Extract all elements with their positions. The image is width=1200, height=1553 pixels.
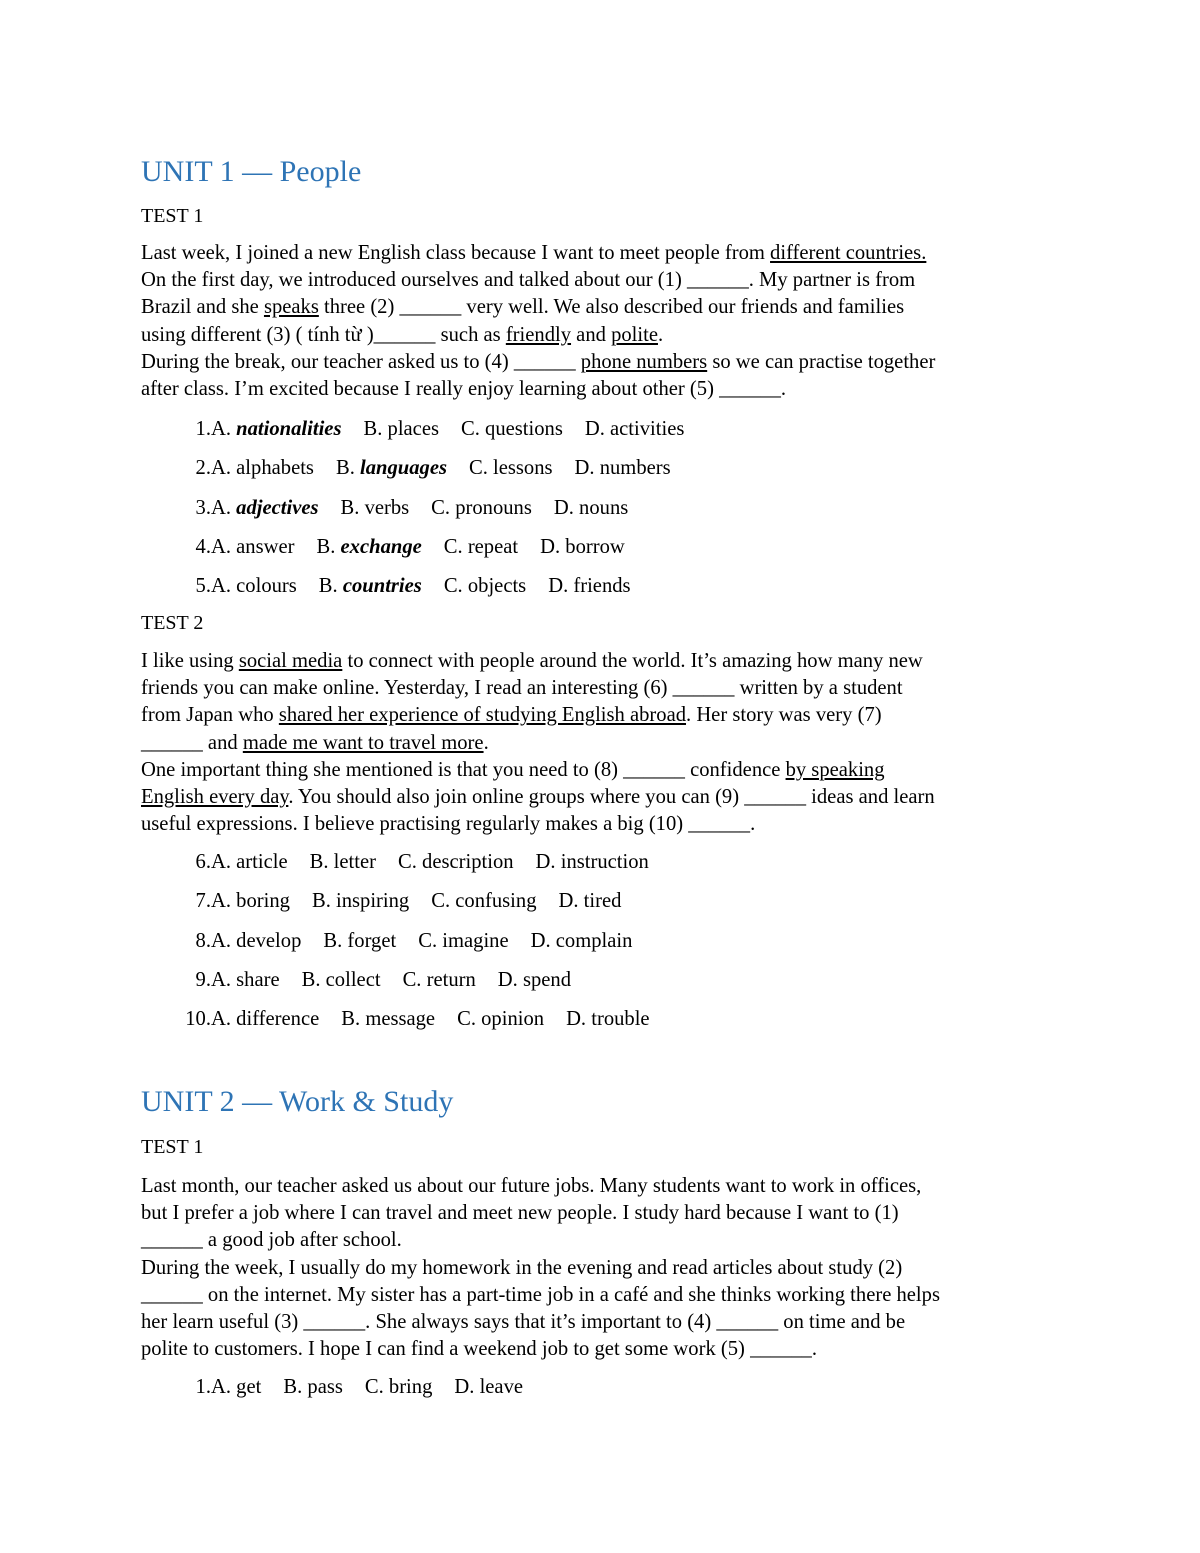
option-word: opinion bbox=[481, 1008, 545, 1031]
answer-option bbox=[211, 534, 295, 560]
answer-option bbox=[211, 1006, 319, 1032]
answer-option bbox=[365, 1374, 433, 1400]
option-letter: D. bbox=[574, 457, 600, 480]
answer-option bbox=[312, 888, 409, 914]
text-run: but I prefer a job where I can travel and meet new people. I study hard because I want to (1) bbox=[141, 1202, 899, 1225]
option-letter: C. bbox=[431, 890, 456, 913]
option-letter: B. bbox=[301, 968, 326, 991]
answer-option bbox=[548, 573, 630, 599]
passage-line bbox=[141, 349, 1061, 376]
option-word: letter bbox=[333, 851, 376, 873]
option-list bbox=[211, 573, 653, 599]
answer-option bbox=[418, 928, 508, 954]
option-word: return bbox=[426, 968, 476, 991]
option-word: leave bbox=[479, 1376, 524, 1398]
answer-option bbox=[536, 849, 649, 875]
option-letter: C. bbox=[418, 929, 443, 952]
answer-option bbox=[444, 573, 526, 599]
passage-line bbox=[141, 784, 1061, 811]
option-letter: D. bbox=[454, 1376, 480, 1398]
option-list bbox=[211, 928, 654, 954]
unit2-test1-passage bbox=[141, 1173, 1061, 1363]
text-run: polite to customers. I hope I can find a weekend job to get some work (5) ______. bbox=[141, 1338, 817, 1361]
answer-option bbox=[310, 849, 376, 875]
unit2-title: UNIT 2 — Work & Study bbox=[141, 1085, 454, 1118]
text-run: During the week, I usually do my homework in the evening and read articles about study (2) bbox=[141, 1256, 903, 1279]
answer-option bbox=[454, 1374, 523, 1400]
answer-option bbox=[575, 455, 671, 481]
option-word: develop bbox=[236, 929, 302, 952]
text-run: On the first day, we introduced ourselves and talked about our (1) ______. My partner is from bbox=[141, 269, 916, 292]
answer-option bbox=[211, 573, 297, 599]
option-word: activities bbox=[610, 418, 685, 440]
answer-option bbox=[211, 849, 288, 875]
underlined-phrase: phone numbers bbox=[580, 350, 708, 373]
option-word: alphabets bbox=[236, 457, 314, 480]
underlined-phrase: by speaking bbox=[785, 758, 885, 781]
text-run: useful expressions. I believe practising regularly makes a big (10) ______. bbox=[141, 813, 756, 836]
passage-line bbox=[141, 648, 1061, 675]
option-list bbox=[211, 849, 671, 875]
passage-line bbox=[141, 294, 1061, 321]
text-run: Last month, our teacher asked us about our future jobs. Many students want to work in offices, bbox=[141, 1175, 922, 1197]
option-word: collect bbox=[325, 968, 381, 991]
answer-option bbox=[559, 888, 622, 914]
option-letter: D. bbox=[558, 890, 584, 913]
text-run: her learn useful (3) ______. She always says that it’s important to (4) ______ on time and be bbox=[141, 1310, 906, 1333]
option-word: bring bbox=[388, 1376, 433, 1398]
option-list bbox=[211, 416, 706, 442]
option-letter: B. bbox=[318, 575, 343, 598]
option-letter: C. bbox=[468, 457, 494, 480]
text-run: using different (3) ( tính từ )______ such as bbox=[141, 323, 506, 346]
option-word: tired bbox=[583, 890, 622, 913]
answer-option bbox=[461, 416, 563, 442]
passage-line bbox=[141, 1227, 1061, 1254]
option-letter: D. bbox=[530, 929, 556, 952]
option-letter: B. bbox=[311, 890, 336, 913]
option-letter: B. bbox=[323, 929, 348, 952]
answer-option bbox=[319, 573, 422, 599]
option-letter: A. bbox=[211, 535, 237, 558]
option-letter: B. bbox=[335, 457, 360, 480]
text-run: Last week, I joined a new English class because I want to meet people from bbox=[141, 242, 771, 264]
option-letter: B. bbox=[340, 496, 365, 519]
option-word: borrow bbox=[565, 535, 625, 558]
option-word: verbs bbox=[364, 496, 410, 519]
answer-option bbox=[341, 495, 410, 521]
option-letter: A. bbox=[211, 496, 237, 519]
answer-option bbox=[363, 416, 439, 442]
option-letter: B. bbox=[341, 1008, 366, 1031]
underlined-phrase: social media bbox=[238, 650, 343, 672]
option-word: instruction bbox=[560, 851, 649, 873]
underlined-phrase: friendly bbox=[505, 323, 572, 346]
option-letter: A. bbox=[211, 890, 237, 913]
underlined-phrase: made me want to travel more bbox=[242, 731, 484, 754]
answer-option bbox=[302, 967, 381, 993]
passage-line bbox=[141, 702, 1061, 729]
option-letter: A. bbox=[211, 575, 237, 598]
underlined-phrase: English every day bbox=[141, 785, 289, 808]
text-run: . bbox=[483, 731, 489, 754]
underlined-phrase: shared her experience of studying English abroad bbox=[278, 704, 687, 727]
passage-line bbox=[141, 1309, 1061, 1336]
text-run: ______ a good job after school. bbox=[141, 1229, 402, 1252]
option-word: pass bbox=[307, 1376, 343, 1398]
passage-line bbox=[141, 1336, 1061, 1363]
answer-option bbox=[540, 534, 625, 560]
option-letter: B. bbox=[316, 535, 341, 558]
option-letter: C. bbox=[431, 496, 456, 519]
option-list bbox=[211, 888, 643, 914]
unit1-test2-passage bbox=[141, 648, 1061, 838]
option-list bbox=[211, 534, 647, 560]
answer-option bbox=[554, 495, 628, 521]
option-word: inspiring bbox=[336, 890, 410, 913]
option-letter: C. bbox=[402, 968, 427, 991]
answer-option bbox=[211, 495, 319, 521]
passage-line bbox=[141, 322, 1061, 349]
correct-answer-word: countries bbox=[342, 575, 422, 598]
answer-option bbox=[444, 534, 518, 560]
option-word: message bbox=[365, 1008, 436, 1031]
answer-option bbox=[211, 416, 341, 442]
option-word: lessons bbox=[493, 457, 553, 480]
option-word: forget bbox=[347, 929, 397, 952]
option-word: numbers bbox=[599, 457, 671, 480]
option-word: boring bbox=[236, 890, 290, 913]
option-letter: C. bbox=[460, 418, 486, 440]
passage-line bbox=[141, 811, 1061, 838]
question-number: 3. bbox=[195, 496, 211, 519]
option-word: confusing bbox=[455, 890, 537, 913]
text-run: from Japan who bbox=[141, 704, 279, 727]
option-letter: C. bbox=[364, 1376, 389, 1398]
unit1-title: UNIT 1 — People bbox=[141, 155, 362, 188]
correct-answer-word: adjectives bbox=[236, 496, 319, 519]
text-run: ______ and bbox=[141, 731, 243, 754]
unit1-test1-label: TEST 1 bbox=[141, 205, 204, 227]
option-word: trouble bbox=[591, 1008, 650, 1031]
answer-option bbox=[211, 967, 280, 993]
option-letter: D. bbox=[553, 496, 580, 519]
text-run: so we can practise together bbox=[707, 350, 936, 373]
question-number: 9. bbox=[195, 968, 211, 991]
option-word: colours bbox=[236, 575, 297, 598]
option-word: questions bbox=[485, 418, 563, 440]
answer-option bbox=[211, 455, 314, 481]
option-letter: A. bbox=[211, 1008, 237, 1031]
option-letter: D. bbox=[540, 535, 566, 558]
option-letter: A. bbox=[211, 929, 237, 952]
option-list bbox=[211, 967, 593, 993]
option-letter: B. bbox=[283, 1376, 308, 1398]
option-letter: C. bbox=[457, 1008, 482, 1031]
option-letter: C. bbox=[397, 851, 423, 873]
correct-answer-word: exchange bbox=[340, 535, 422, 558]
passage-line bbox=[141, 1282, 1061, 1309]
option-word: article bbox=[236, 851, 288, 873]
answer-option bbox=[283, 1374, 343, 1400]
option-letter: B. bbox=[363, 418, 388, 440]
option-letter: A. bbox=[211, 1376, 237, 1398]
option-letter: D. bbox=[584, 418, 611, 440]
answer-option bbox=[531, 928, 633, 954]
unit1-test1-passage bbox=[141, 240, 1061, 403]
passage-line bbox=[141, 757, 1061, 784]
option-list bbox=[211, 455, 693, 481]
answer-option bbox=[398, 849, 514, 875]
unit2-test1-label: TEST 1 bbox=[141, 1136, 204, 1158]
option-word: get bbox=[236, 1376, 262, 1398]
answer-option bbox=[317, 534, 422, 560]
correct-answer-word: languages bbox=[360, 457, 447, 480]
option-word: nouns bbox=[579, 496, 629, 519]
option-letter: A. bbox=[211, 851, 237, 873]
option-word: description bbox=[422, 851, 514, 873]
answer-option bbox=[211, 1374, 261, 1400]
option-list bbox=[211, 1006, 672, 1032]
passage-line bbox=[141, 1200, 1061, 1227]
option-word: difference bbox=[236, 1008, 320, 1031]
answer-option bbox=[403, 967, 476, 993]
answer-option bbox=[431, 495, 532, 521]
option-letter: C. bbox=[443, 575, 468, 598]
correct-answer-word: nationalities bbox=[236, 418, 342, 440]
question-number: 4. bbox=[195, 535, 211, 558]
text-run: One important thing she mentioned is that you need to (8) ______ confidence bbox=[141, 758, 786, 781]
question-number: 6. bbox=[195, 851, 211, 873]
question-number: 7. bbox=[195, 890, 211, 913]
question-number: 2. bbox=[195, 457, 211, 480]
text-run: friends you can make online. Yesterday, I read an interesting (6) ______ written by a student bbox=[141, 677, 903, 700]
question-number: 1. bbox=[195, 418, 211, 440]
text-run: ______ on the internet. My sister has a part-time job in a café and she thinks working there helps bbox=[141, 1283, 940, 1306]
answer-option bbox=[457, 1006, 544, 1032]
answer-option bbox=[469, 455, 553, 481]
option-word: imagine bbox=[442, 929, 509, 952]
underlined-phrase: speaks bbox=[263, 296, 319, 319]
answer-option bbox=[341, 1006, 435, 1032]
text-run: During the break, our teacher asked us to (4) ______ bbox=[141, 350, 581, 373]
answer-option bbox=[211, 928, 301, 954]
text-run: to connect with people around the world. It’s amazing how many new bbox=[342, 650, 923, 672]
answer-option bbox=[498, 967, 571, 993]
option-letter: B. bbox=[309, 851, 334, 873]
answer-option bbox=[585, 416, 685, 442]
passage-line bbox=[141, 675, 1061, 702]
question-number: 10. bbox=[185, 1008, 211, 1031]
option-list bbox=[211, 495, 650, 521]
passage-line bbox=[141, 376, 1061, 403]
passage-line bbox=[141, 1255, 1061, 1282]
question-number: 1. bbox=[195, 1376, 211, 1398]
unit1-test2-label: TEST 2 bbox=[141, 612, 204, 634]
option-word: complain bbox=[555, 929, 633, 952]
answer-option bbox=[431, 888, 536, 914]
option-word: repeat bbox=[467, 535, 519, 558]
underlined-phrase: polite bbox=[611, 323, 658, 346]
text-run: and bbox=[571, 323, 612, 346]
answer-option bbox=[211, 888, 290, 914]
answer-option bbox=[566, 1006, 650, 1032]
option-word: share bbox=[236, 968, 280, 991]
text-run: . You should also join online groups where you can (9) ______ ideas and learn bbox=[288, 785, 935, 808]
answer-option bbox=[336, 455, 447, 481]
option-letter: D. bbox=[566, 1008, 592, 1031]
text-run: three (2) ______ very well. We also described our friends and families bbox=[318, 296, 905, 319]
text-run: I like using bbox=[141, 650, 239, 672]
question-number: 8. bbox=[195, 929, 211, 952]
option-letter: D. bbox=[548, 575, 574, 598]
underlined-phrase: different countries. bbox=[770, 242, 927, 264]
passage-line bbox=[141, 267, 1061, 294]
option-list bbox=[211, 1374, 545, 1400]
option-letter: A. bbox=[211, 968, 237, 991]
text-run: after class. I’m excited because I really enjoy learning about other (5) ______. bbox=[141, 377, 787, 400]
option-letter: A. bbox=[211, 457, 237, 480]
option-letter: A. bbox=[211, 418, 237, 440]
question-number: 5. bbox=[195, 575, 211, 598]
option-letter: D. bbox=[535, 851, 561, 873]
option-word: places bbox=[387, 418, 439, 440]
passage-line bbox=[141, 1173, 1061, 1200]
option-word: objects bbox=[467, 575, 527, 598]
text-run: . Her story was very (7) bbox=[686, 704, 882, 727]
option-letter: C. bbox=[443, 535, 468, 558]
answer-option bbox=[323, 928, 396, 954]
passage-line bbox=[141, 730, 1061, 757]
text-run: . bbox=[657, 323, 664, 346]
option-word: pronouns bbox=[455, 496, 532, 519]
passage-line bbox=[141, 240, 1061, 267]
option-word: spend bbox=[522, 968, 571, 991]
option-word: friends bbox=[573, 575, 631, 598]
option-letter: D. bbox=[497, 968, 523, 991]
option-word: answer bbox=[236, 535, 295, 558]
text-run: Brazil and she bbox=[141, 296, 264, 319]
